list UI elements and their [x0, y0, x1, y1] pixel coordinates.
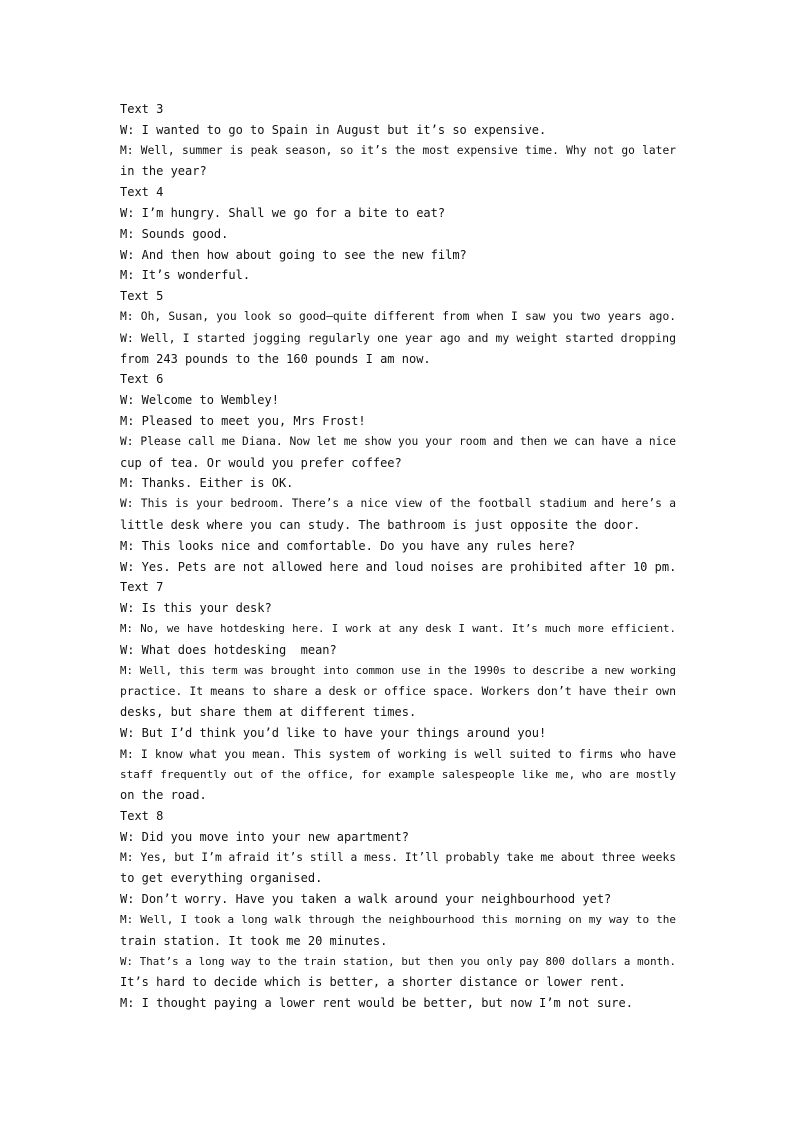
transcript-line: W: Don’t worry. Have you taken a walk around your neighbourhood yet?	[120, 892, 612, 907]
transcript-line: to get everything organised.	[120, 871, 323, 886]
transcript-line: on the road.	[120, 788, 207, 803]
transcript-line: W: Welcome to Wembley!	[120, 393, 279, 408]
transcript-line: train station. It took me 20 minutes.	[120, 933, 388, 948]
transcript-line: W: Well, I started jogging regularly one year ago and my weight started dropping	[120, 330, 676, 345]
transcript-line: M: Sounds good.	[120, 226, 229, 241]
transcript-line: practice. It means to share a desk or office space. Workers don’t have their own	[120, 684, 676, 699]
transcript-line: little desk where you can study. The bathroom is just opposite the door.	[120, 517, 641, 532]
transcript-line: M: Well, I took a long walk through the neighbourhood this morning on my way to the	[120, 913, 676, 927]
transcript-line: W: That’s a long way to the train station, but then you only pay 800 dollars a month.	[120, 954, 676, 968]
transcript-line: M: No, we have hotdesking here. I work at any desk I want. It’s much more efficient.	[120, 621, 676, 635]
transcript-line: W: But I’d think you’d like to have your things around you!	[120, 725, 547, 740]
transcript-line: M: Well, this term was brought into common use in the 1990s to describe a new working	[120, 663, 676, 677]
transcript-line: in the year?	[120, 164, 207, 179]
transcript-line: M: It’s wonderful.	[120, 268, 251, 283]
transcript-line: W: And then how about going to see the new film?	[120, 247, 467, 262]
section-heading: Text 4	[120, 185, 164, 200]
transcript-line: staff frequently out of the office, for example salespeople like me, who are mostly	[120, 767, 676, 781]
transcript-line: W: This is your bedroom. There’s a nice view of the football stadium and here’s a	[120, 497, 676, 511]
section-heading: Text 6	[120, 372, 164, 387]
transcript-line: M: This looks nice and comfortable. Do you have any rules here?	[120, 538, 576, 553]
section-heading: Text 5	[120, 289, 164, 304]
transcript-line: W: Is this your desk?	[120, 601, 272, 616]
transcript-line: M: Thanks. Either is OK.	[120, 476, 294, 491]
transcript-line: M: Well, summer is peak season, so it’s the most expensive time. Why not go later	[120, 143, 676, 157]
transcript-line: W: What does hotdesking mean?	[120, 642, 337, 657]
transcript-line: M: Oh, Susan, you look so good—quite different from when I saw you two years ago.	[120, 309, 676, 323]
transcript-line: cup of tea. Or would you prefer coffee?	[120, 455, 402, 470]
transcript-line: M: Yes, but I’m afraid it’s still a mess. It’ll probably take me about three weeks	[120, 850, 676, 864]
section-heading: Text 3	[120, 102, 164, 116]
section-heading: Text 7	[120, 580, 164, 595]
transcript-line: M: Pleased to meet you, Mrs Frost!	[120, 413, 366, 428]
transcript-page	[120, 99, 676, 1014]
transcript-line: desks, but share them at different times.	[120, 705, 417, 720]
transcript-line: M: I thought paying a lower rent would be better, but now I’m not sure.	[120, 996, 633, 1011]
transcript-line: It’s hard to decide which is better, a shorter distance or lower rent.	[120, 975, 626, 990]
transcript-line: W: Did you move into your new apartment?	[120, 829, 409, 844]
transcript-line: W: Yes. Pets are not allowed here and loud noises are prohibited after 10 pm.	[120, 559, 677, 574]
transcript-line: W: I’m hungry. Shall we go for a bite to eat?	[120, 205, 446, 220]
section-heading: Text 8	[120, 809, 164, 824]
transcript-line: W: I wanted to go to Spain in August but it’s so expensive.	[120, 122, 547, 137]
transcript-line: W: Please call me Diana. Now let me show you your room and then we can have a nice	[120, 434, 676, 448]
transcript-line: from 243 pounds to the 160 pounds I am now.	[120, 351, 431, 366]
transcript-line: M: I know what you mean. This system of working is well suited to firms who have	[120, 746, 676, 761]
